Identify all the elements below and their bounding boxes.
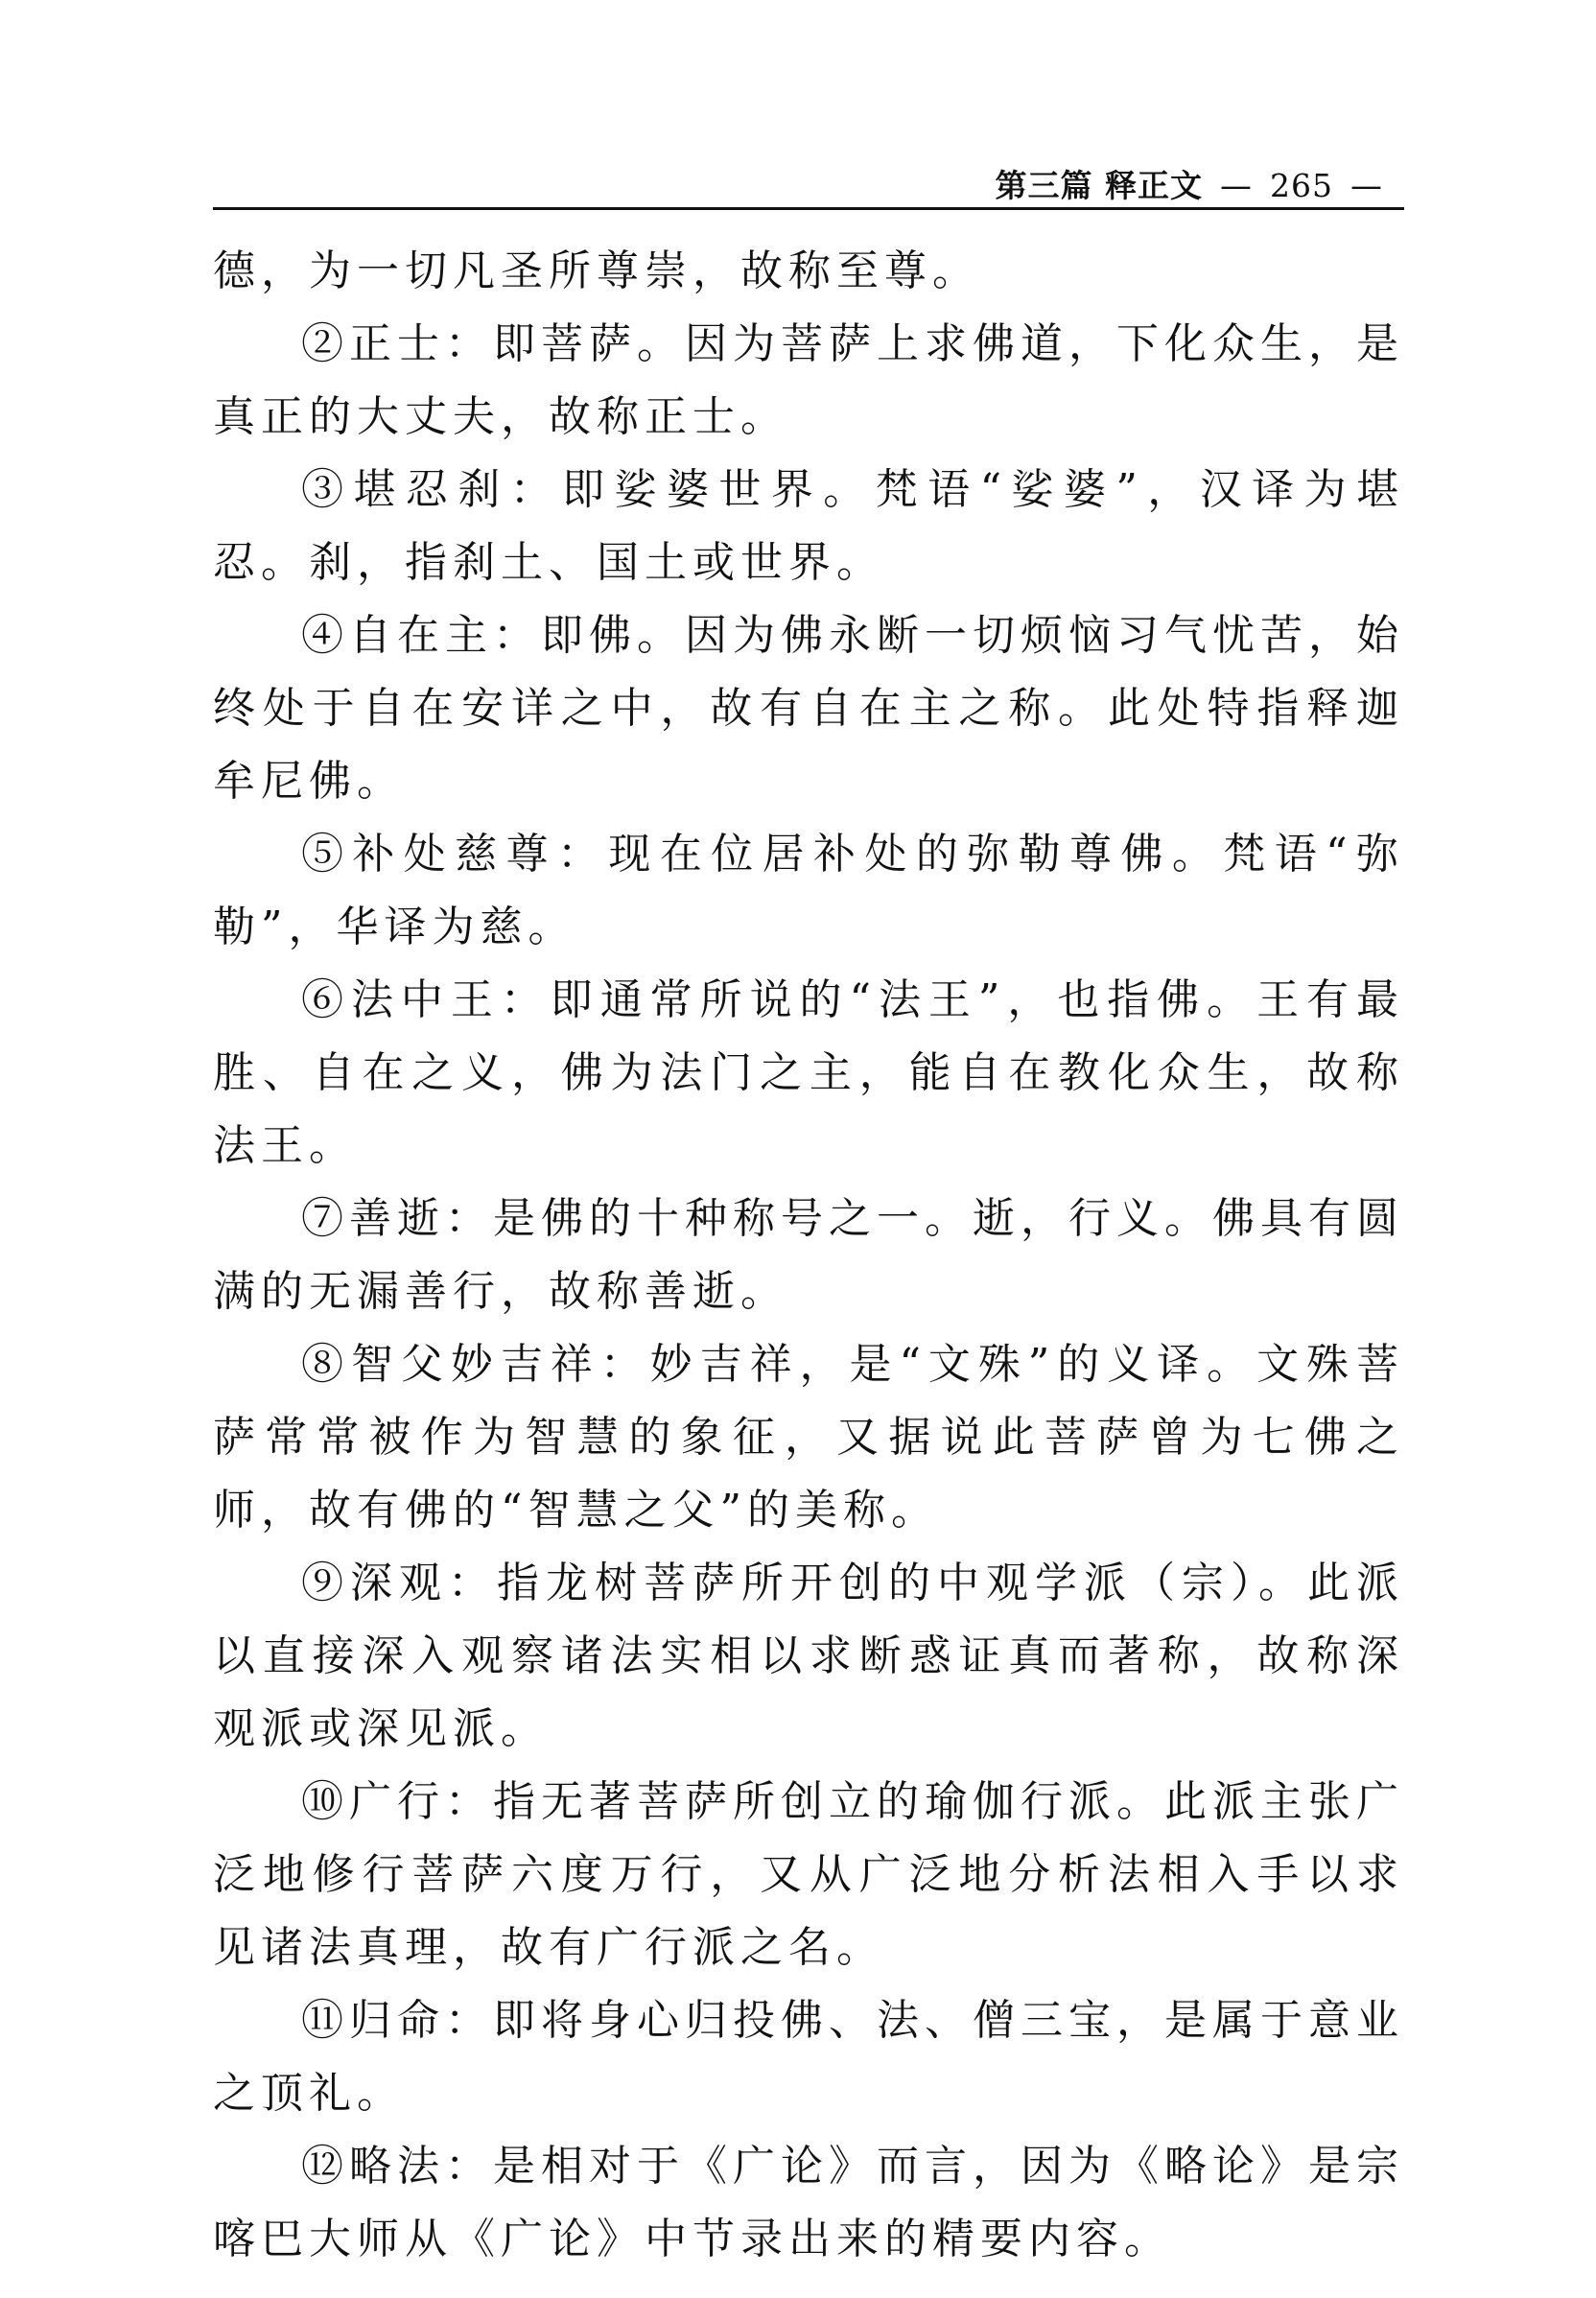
- paragraph-continuation: 德，为一切凡圣所尊崇，故称至尊。: [213, 246, 980, 295]
- note-paragraph: ②正士：即菩萨。因为菩萨上求佛道，下化众生，是真正的大丈夫，故称正士。: [213, 319, 1404, 441]
- header-dash-right: —: [1350, 167, 1383, 204]
- chapter-title: 第三篇 释正文: [995, 167, 1203, 204]
- page-number: 265: [1270, 167, 1333, 204]
- note-paragraph: ⑨深观：指龙树菩萨所开创的中观学派（宗）。此派以直接深入观察诸法实相以求断惑证真而著称，故称深观派或深见派。: [213, 1559, 1404, 1753]
- note-paragraph: ⑥法中王：即通常所说的“法王”，也指佛。王有最胜、自在之义，佛为法门之主，能自在教化众生，故称法王。: [213, 975, 1404, 1170]
- note-paragraph: ⑤补处慈尊：现在位居补处的弥勒尊佛。梵语“弥勒”，华译为慈。: [213, 830, 1404, 951]
- header-dash-left: —: [1220, 167, 1253, 204]
- note-paragraph: ⑦善逝：是佛的十种称号之一。逝，行义。佛具有圆满的无漏善行，故称善逝。: [213, 1194, 1404, 1316]
- note-paragraph: ⑧智父妙吉祥：妙吉祥，是“文殊”的义译。文殊菩萨常常被作为智慧的象征，又据说此菩萨曾为七佛之师，故有佛的“智慧之父”的美称。: [213, 1340, 1404, 1535]
- note-paragraph: ④自在主：即佛。因为佛永断一切烦恼习气忧苦，始终处于自在安详之中，故有自在主之称。此处特指释迦牟尼佛。: [213, 611, 1404, 806]
- body-text: [213, 235, 1404, 2276]
- running-header: [213, 155, 1404, 210]
- note-paragraph: ⑫略法：是相对于《广论》而言，因为《略论》是宗喀巴大师从《广论》中节录出来的精要内容。: [213, 2142, 1404, 2263]
- note-paragraph: ⑩广行：指无著菩萨所创立的瑜伽行派。此派主张广泛地修行菩萨六度万行，又从广泛地分析法相入手以求见诸法真理，故有广行派之名。: [213, 1777, 1404, 1972]
- note-paragraph: ⑪归命：即将身心归投佛、法、僧三宝，是属于意业之顶礼。: [213, 1996, 1404, 2118]
- header-text: [996, 161, 1401, 206]
- note-paragraph: ③堪忍刹：即娑婆世界。梵语“娑婆”，汉译为堪忍。刹，指刹土、国土或世界。: [213, 465, 1404, 587]
